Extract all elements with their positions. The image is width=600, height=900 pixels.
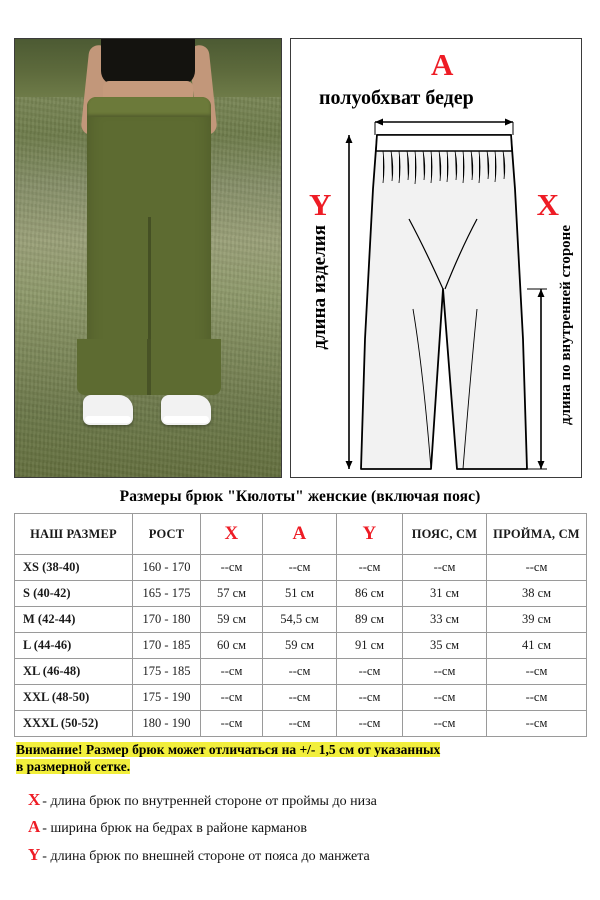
- cell-size: S (40-42): [15, 581, 133, 607]
- table-row: [15, 581, 587, 607]
- diagram-label-y: Y: [309, 187, 332, 222]
- cell-size: M (42-44): [15, 607, 133, 633]
- cell-rise: --см: [487, 711, 587, 737]
- legend-text-y: - длина брюк по внешней стороне от пояса до манжета: [42, 849, 370, 865]
- table-row: [15, 711, 587, 737]
- cell-rise: --см: [487, 685, 587, 711]
- cell-y: --см: [337, 555, 403, 581]
- diagram-label-a-text: полуобхват бедер: [319, 87, 474, 109]
- cell-x: --см: [201, 685, 263, 711]
- legend-item-y: [28, 841, 586, 869]
- legend: [14, 778, 586, 869]
- cell-a: --см: [263, 659, 337, 685]
- table-header-row: [15, 514, 587, 555]
- trousers-technical-drawing: [291, 39, 581, 477]
- cell-waist: 33 см: [403, 607, 487, 633]
- cell-waist: --см: [403, 659, 487, 685]
- cell-height: 170 - 185: [133, 633, 201, 659]
- cell-x: --см: [201, 711, 263, 737]
- culottes-hem: [77, 339, 221, 395]
- cell-a: --см: [263, 555, 337, 581]
- cell-y: --см: [337, 711, 403, 737]
- table-row: [15, 607, 587, 633]
- warning-line-2: в размерной сетке.: [16, 758, 131, 774]
- legend-key-a: A: [28, 817, 41, 837]
- cell-rise: --см: [487, 659, 587, 685]
- cell-x: 57 см: [201, 581, 263, 607]
- cell-waist: --см: [403, 685, 487, 711]
- col-header-y: Y: [337, 514, 403, 555]
- diagram-label-x: X: [536, 187, 559, 222]
- cell-y: --см: [337, 685, 403, 711]
- diagram-label-y-text: длина изделия: [309, 225, 330, 350]
- cell-height: 175 - 185: [133, 659, 201, 685]
- model-crop-top: [101, 39, 195, 85]
- cell-size: XL (46-48): [15, 659, 133, 685]
- cell-waist: 31 см: [403, 581, 487, 607]
- cell-x: --см: [201, 659, 263, 685]
- measurement-diagram: [290, 38, 582, 478]
- col-header-x: X: [201, 514, 263, 555]
- table-row: [15, 555, 587, 581]
- cell-rise: --см: [487, 555, 587, 581]
- cell-y: 91 см: [337, 633, 403, 659]
- cell-height: 180 - 190: [133, 711, 201, 737]
- cell-rise: 38 см: [487, 581, 587, 607]
- col-header-a: A: [263, 514, 337, 555]
- cell-x: 59 см: [201, 607, 263, 633]
- cell-waist: --см: [403, 555, 487, 581]
- col-header-height: РОСТ: [133, 514, 201, 555]
- legend-key-x: X: [28, 789, 41, 809]
- table-row: [15, 633, 587, 659]
- cell-size: XS (38-40): [15, 555, 133, 581]
- table-row: [15, 685, 587, 711]
- cell-a: --см: [263, 711, 337, 737]
- col-header-size: НАШ РАЗМЕР: [15, 514, 133, 555]
- warning-line-1: Внимание! Размер брюк может отличаться на +/- 1,5 см от указанных: [16, 742, 441, 757]
- cell-rise: 39 см: [487, 607, 587, 633]
- table-row: [15, 659, 587, 685]
- cell-y: 86 см: [337, 581, 403, 607]
- cell-size: XXL (48-50): [15, 685, 133, 711]
- cell-y: 89 см: [337, 607, 403, 633]
- warning-note: [14, 737, 586, 778]
- legend-item-a: [28, 813, 586, 841]
- col-header-rise: ПРОЙМА, СМ: [487, 514, 587, 555]
- cell-size: XXXL (50-52): [15, 711, 133, 737]
- table-caption: Размеры брюк "Кюлоты" женские (включая пояс): [119, 488, 481, 505]
- cell-height: 170 - 180: [133, 607, 201, 633]
- diagram-label-x-text: длина по внутренней стороне: [558, 225, 575, 426]
- cell-x: --см: [201, 555, 263, 581]
- col-header-waist: ПОЯС, СМ: [403, 514, 487, 555]
- diagram-label-a: A: [431, 47, 454, 82]
- left-sneaker: [83, 395, 133, 425]
- cell-y: --см: [337, 659, 403, 685]
- cell-height: 160 - 170: [133, 555, 201, 581]
- cell-a: 51 см: [263, 581, 337, 607]
- cell-a: 54,5 см: [263, 607, 337, 633]
- size-table: [14, 513, 587, 737]
- cell-height: 165 - 175: [133, 581, 201, 607]
- cell-size: L (44-46): [15, 633, 133, 659]
- legend-text-a: - ширина брюк на бедрах в районе карманов: [42, 821, 308, 837]
- legend-key-y: Y: [28, 845, 41, 865]
- legend-item-x: [28, 786, 586, 814]
- legend-text-x: - длина брюк по внутренней стороне от проймы до низа: [42, 793, 377, 809]
- product-photo: [14, 38, 282, 478]
- cell-waist: --см: [403, 711, 487, 737]
- cell-height: 175 - 190: [133, 685, 201, 711]
- cell-rise: 41 см: [487, 633, 587, 659]
- cell-waist: 35 см: [403, 633, 487, 659]
- cell-x: 60 см: [201, 633, 263, 659]
- right-sneaker: [161, 395, 211, 425]
- cell-a: --см: [263, 685, 337, 711]
- cell-a: 59 см: [263, 633, 337, 659]
- top-images-row: [14, 0, 586, 478]
